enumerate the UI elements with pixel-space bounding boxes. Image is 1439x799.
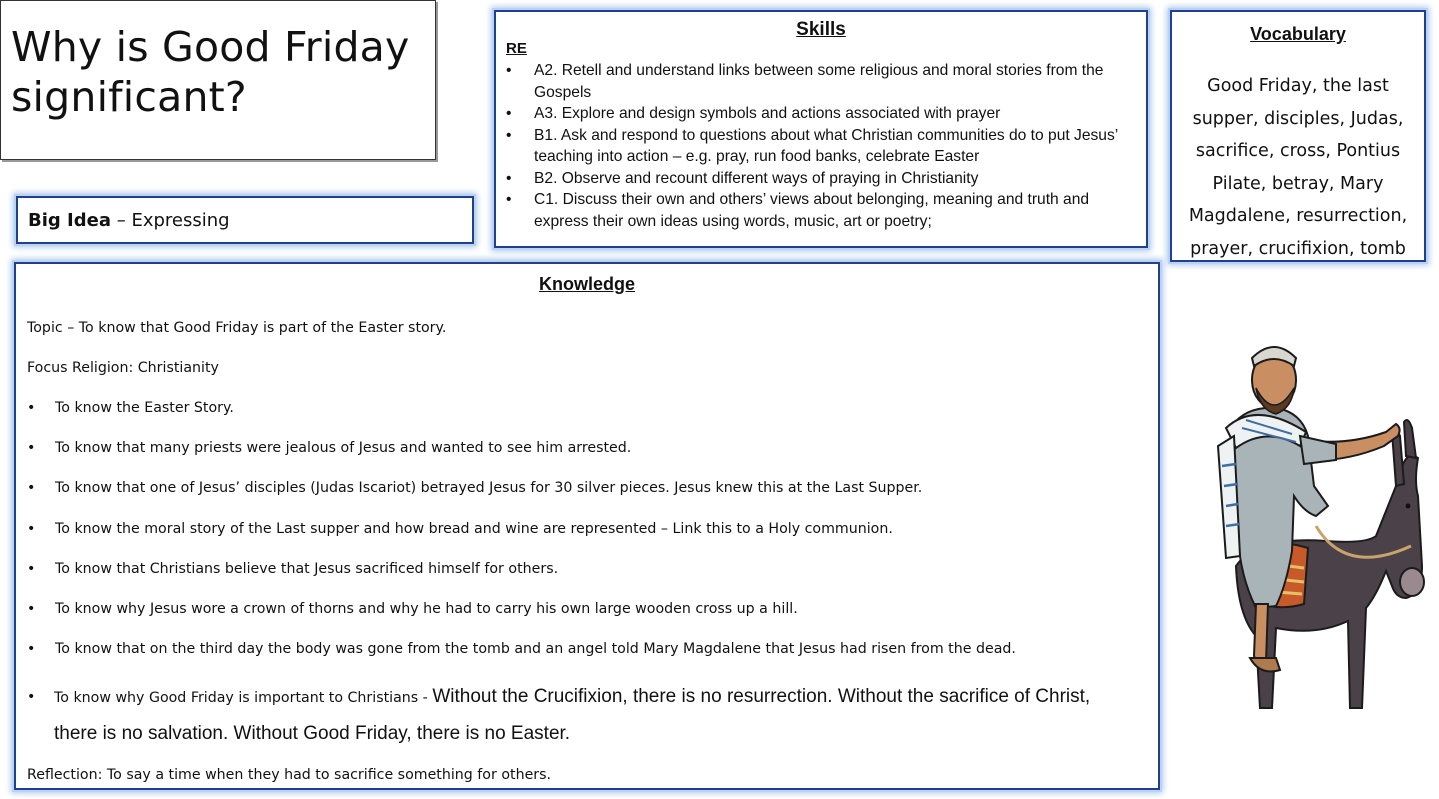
bullet-icon: • — [506, 62, 512, 79]
bullet-icon: • — [27, 480, 36, 496]
big-idea-label: Big Idea — [28, 210, 111, 231]
bullet-icon: • — [506, 126, 512, 144]
jesus-on-donkey-illustration — [1196, 336, 1428, 716]
bullet-icon: • — [27, 440, 36, 456]
importance-quote: Without the Crucifixion, there is no resurrection. Without the sacrifice of Christ, there is no salvation. Without Good Friday, there is no Easter. — [54, 686, 1091, 744]
knowledge-bullet-text: To know why Jesus wore a crown of thorns and why he had to carry his own large wooden cross up a hill. — [55, 601, 798, 617]
skills-item — [506, 103, 1142, 125]
knowledge-importance-text — [54, 679, 1134, 753]
big-idea-value: – Expressing — [116, 210, 230, 231]
bullet-icon: • — [27, 561, 36, 577]
knowledge-focus: Focus Religion: Christianity — [27, 360, 219, 376]
vocabulary-heading: Vocabulary — [1250, 24, 1346, 44]
bullet-icon: • — [506, 191, 512, 208]
skills-item-text: A3. Explore and design symbols and actions associated with prayer — [534, 105, 1001, 122]
knowledge-bullet-text: To know the moral story of the Last supper and how bread and wine are represented – Link this to a Holy communion. — [55, 521, 893, 537]
bullet-icon: • — [506, 169, 512, 187]
bullet-icon: • — [27, 641, 36, 657]
big-idea-row — [28, 210, 230, 231]
bullet-icon: • — [27, 689, 36, 705]
knowledge-topic: Topic – To know that Good Friday is part of the Easter story. — [27, 320, 447, 336]
big-idea-box — [16, 196, 474, 244]
importance-lead: To know why Good Friday is important to Christians - — [54, 690, 433, 706]
skills-item-text: B2. Observe and recount different ways of praying in Christianity — [534, 169, 979, 187]
skills-heading: Skills — [796, 19, 846, 40]
knowledge-bullet-text: To know that on the third day the body was gone from the tomb and an angel told Mary Magdalene that Jesus had risen from the dead. — [55, 641, 1016, 657]
knowledge-box — [14, 262, 1160, 790]
bullet-icon: • — [27, 601, 36, 617]
skills-item-text: A2. Retell and understand links between some religious and moral stories from the Gospels — [534, 62, 1104, 101]
knowledge-bullet-text: To know that Christians believe that Jesus sacrificed himself for others. — [55, 561, 559, 577]
skills-item — [506, 189, 1142, 232]
vocabulary-box — [1170, 10, 1426, 262]
skills-item-text: B1. Ask and respond to questions about what Christian communities do to put Jesus’ teaching into action – e.g. pray, run food banks, celebrate Easter — [534, 126, 1118, 165]
skills-subheading: RE — [506, 40, 527, 57]
skills-item — [506, 125, 1142, 168]
title-box — [0, 0, 436, 160]
knowledge-bullet-text: To know that one of Jesus’ disciples (Judas Iscariot) betrayed Jesus for 30 silver pieces. Jesus knew this at the Last Supper. — [55, 480, 923, 496]
page-title: Why is Good Friday significant? — [11, 23, 410, 121]
vocabulary-words: Good Friday, the last supper, disciples, Judas, sacrifice, cross, Pontius Pilate, betray, Mary Magdalene, resurrection, prayer, crucifixion, tomb — [1188, 76, 1408, 259]
bullet-icon: • — [27, 521, 36, 537]
knowledge-reflection: Reflection: To say a time when they had to sacrifice something for others. — [27, 767, 552, 783]
knowledge-bullet-text: To know the Easter Story. — [55, 400, 234, 416]
bullet-icon: • — [27, 400, 36, 416]
skills-item — [506, 60, 1142, 103]
bullet-icon: • — [506, 105, 512, 122]
skills-list — [506, 60, 1142, 232]
skills-box — [494, 10, 1148, 248]
knowledge-bullet-text: To know that many priests were jealous of Jesus and wanted to see him arrested. — [55, 440, 632, 456]
skills-item — [506, 168, 1142, 190]
knowledge-heading: Knowledge — [538, 274, 635, 294]
skills-item-text: C1. Discuss their own and others’ views about belonging, meaning and truth and express their own ideas using words, music, art or poetry; — [534, 191, 1090, 230]
